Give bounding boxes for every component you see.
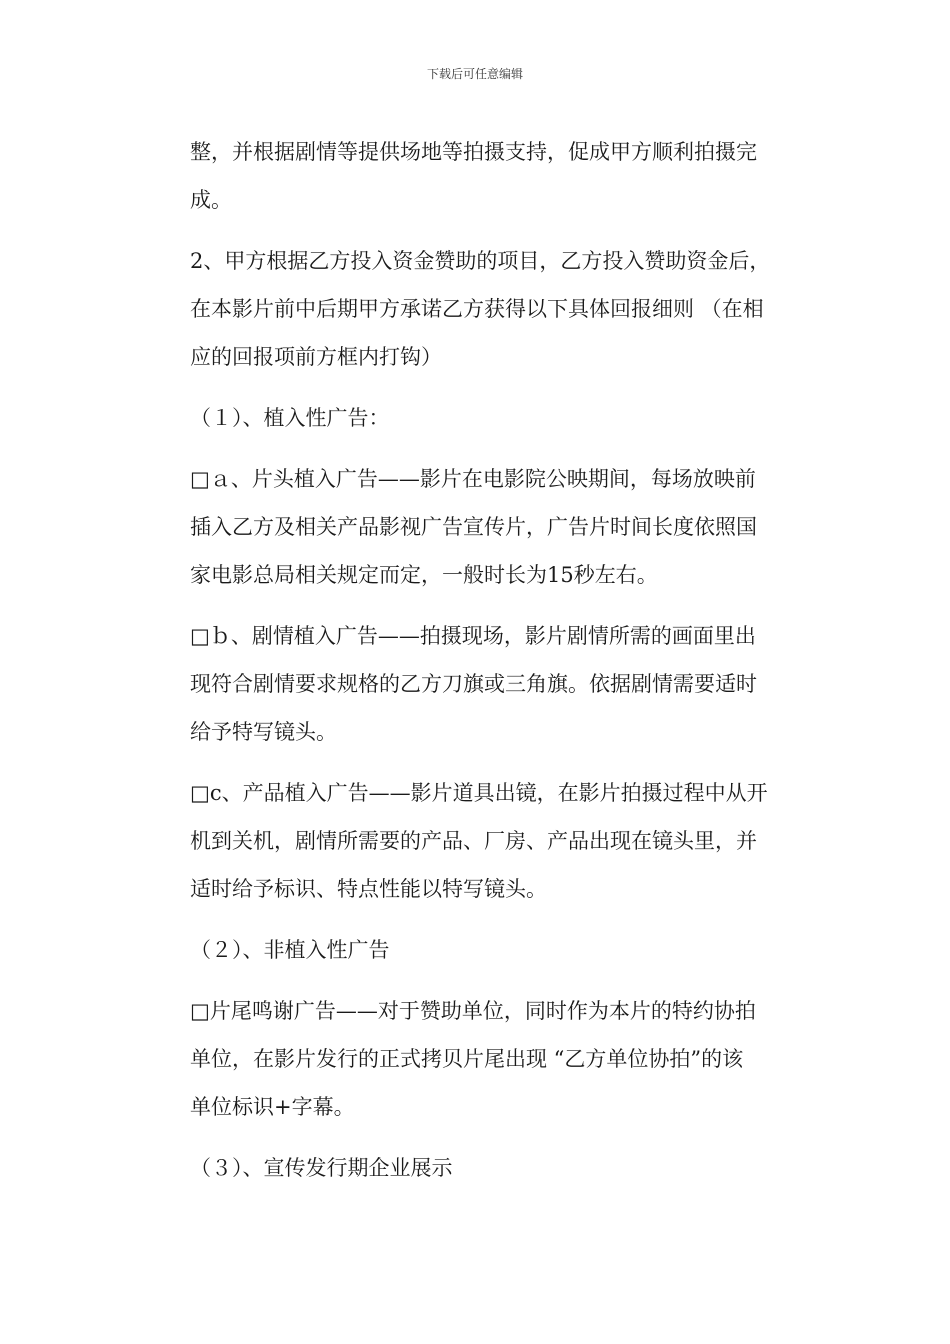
page-header: 下载后可任意编辑 xyxy=(426,67,523,81)
text-line: （１）、植入性广告： xyxy=(190,406,390,430)
text-line: 2、甲方根据乙方投入资金赞助的项目，乙方投入赞助资金后， xyxy=(190,249,771,273)
checkbox-item-b xyxy=(190,612,820,756)
paragraph-item-2 xyxy=(190,237,820,381)
text-line: 单位标识+字幕。 xyxy=(190,1095,355,1119)
text-line: 单位，在影片发行的正式拷贝片尾出现 “乙方单位协拍”的该 xyxy=(190,1047,744,1071)
text-line: 整，并根据剧情等提供场地等拍摄支持，促成甲方顺利拍摄完 xyxy=(190,140,757,164)
text-line: 成。 xyxy=(190,188,232,212)
text-line: 现符合剧情要求规格的乙方刀旗或三角旗。依据剧情需要适时 xyxy=(190,672,757,696)
text-line: 在本影片前中后期甲方承诺乙方获得以下具体回报细则 （在相 xyxy=(190,297,764,321)
text-line: 家电影总局相关规定而定，一般时长为15秒左右。 xyxy=(190,563,658,587)
document-body xyxy=(190,128,820,1205)
text-line: 应的回报项前方框内打钩） xyxy=(190,345,442,369)
checkbox-item-a xyxy=(190,455,820,599)
section-heading-3 xyxy=(190,1144,820,1192)
text-line: 适时给予标识、特点性能以特写镜头。 xyxy=(190,877,547,901)
text-line: 机到关机，剧情所需要的产品、厂房、产品出现在镜头里，并 xyxy=(190,829,757,853)
section-heading-1 xyxy=(190,394,820,442)
section-heading-2 xyxy=(190,926,820,974)
checkbox-item-credits xyxy=(190,987,820,1131)
paragraph-continuation xyxy=(190,128,820,224)
text-line: 插入乙方及相关产品影视广告宣传片，广告片时间长度依照国 xyxy=(190,515,757,539)
text-line: □ｂ、剧情植入广告——拍摄现场，影片剧情所需的画面里出 xyxy=(190,624,756,648)
text-line: □片尾鸣谢广告——对于赞助单位，同时作为本片的特约协拍 xyxy=(190,999,756,1023)
text-line: □c、产品植入广告——影片道具出镜，在影片拍摄过程中从开 xyxy=(190,781,768,805)
text-line: （３）、宣传发行期企业展示 xyxy=(190,1156,453,1180)
text-line: 给予特写镜头。 xyxy=(190,720,337,744)
checkbox-item-c xyxy=(190,769,820,913)
text-line: （２）、非植入性广告 xyxy=(190,938,390,962)
text-line: □ａ、片头植入广告——影片在电影院公映期间，每场放映前 xyxy=(190,467,756,491)
